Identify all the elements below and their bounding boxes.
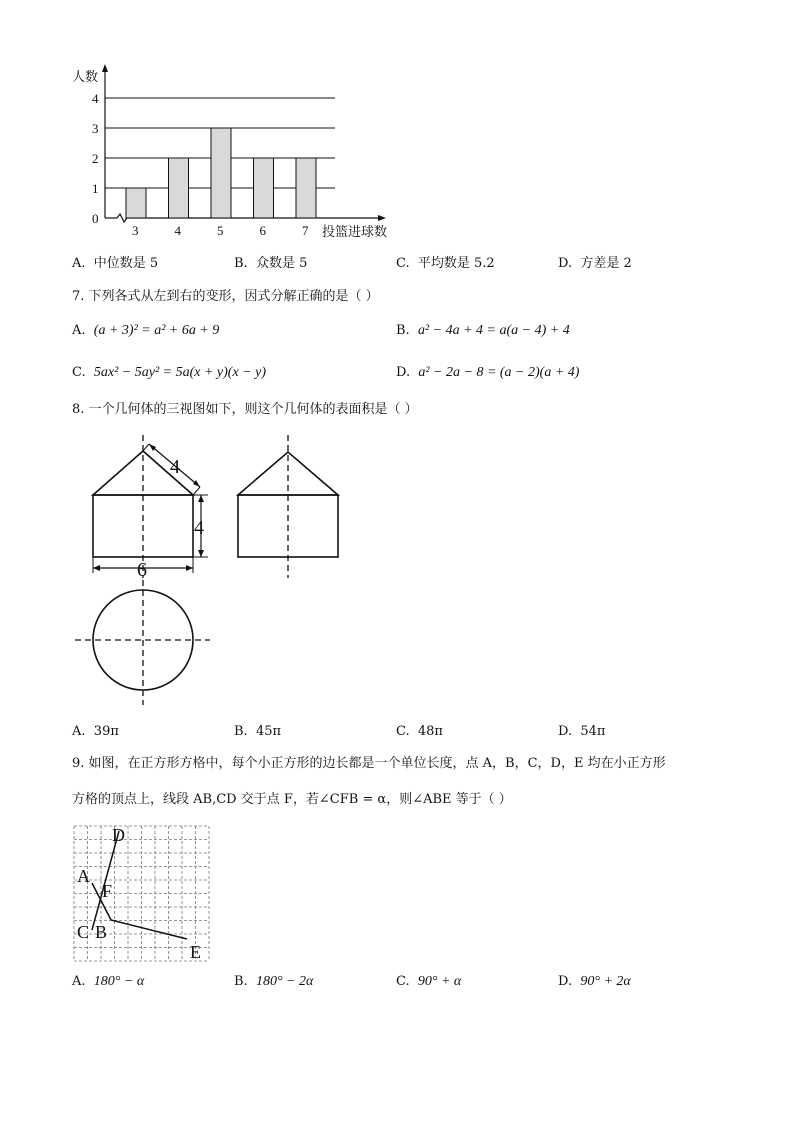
slant-arrow-bottom <box>193 480 200 487</box>
q9-option-d <box>558 975 631 989</box>
q8-option-b-letter: B. <box>234 724 248 739</box>
q7-option-c-text: 5ax² − 5ay² = 5a(x + y)(x − y) <box>93 365 267 380</box>
height-dim-label: 4 <box>194 517 204 539</box>
q9-stem-line1: 9. 如图，在正方形方格中，每个小正方形的边长都是一个单位长度，点 A，B，C，D，E 均在小正方形 <box>72 756 666 771</box>
front-view <box>93 435 208 578</box>
side-view <box>238 435 338 578</box>
q9-option-c-letter: C. <box>396 974 410 989</box>
q6-option-a <box>72 257 158 270</box>
slant-arrow-top <box>149 444 156 451</box>
q7-option-d <box>396 366 579 380</box>
x-axis-arrow <box>378 215 386 221</box>
q6-option-a-text: 中位数是 5 <box>93 256 159 271</box>
height-arrow-top <box>198 495 204 502</box>
q7-option-a-text: (a + 3)² = a² + 6a + 9 <box>93 323 220 338</box>
q8-option-d-text: 54π <box>580 724 606 739</box>
q8-option-c-text: 48π <box>417 724 443 739</box>
point-label-d: D <box>112 825 125 845</box>
q7-option-c-letter: C. <box>72 365 86 380</box>
q9-option-c <box>396 975 461 989</box>
y-tick-label-4: 4 <box>92 91 99 106</box>
width-dim-label: 6 <box>137 559 147 581</box>
x-tick-label-7: 7 <box>302 223 309 238</box>
q9-option-b-text: 180° − 2α <box>255 974 314 989</box>
top-view <box>75 580 210 705</box>
q6-option-b-text: 众数是 5 <box>255 256 308 271</box>
q9-option-d-letter: D. <box>558 974 573 989</box>
q8-option-a-text: 39π <box>93 724 119 739</box>
q8-option-b-text: 45π <box>255 724 282 739</box>
q6-option-d-letter: D. <box>558 256 573 271</box>
height-arrow-bottom <box>198 550 204 557</box>
q8-option-d <box>558 725 605 738</box>
q7-option-c <box>72 366 266 380</box>
q8-option-d-letter: D. <box>558 724 573 739</box>
point-label-f: F <box>102 881 113 901</box>
y-axis-arrow <box>102 64 108 72</box>
x-tick-label-3: 3 <box>132 223 139 238</box>
q8-option-a <box>72 725 119 738</box>
point-label-c: C <box>77 922 90 942</box>
q9-option-d-text: 90° + 2α <box>580 974 631 989</box>
q6-option-b-letter: B. <box>234 256 248 271</box>
three-view-figure <box>60 430 360 710</box>
q9-stem-line2: 方格的顶点上，线段 AB,CD 交于点 F，若∠CFB = α，则∠ABE 等于（ ） <box>72 792 512 807</box>
q9-option-a-text: 180° − α <box>93 974 145 989</box>
point-label-a: A <box>77 866 90 886</box>
q7-option-a <box>72 324 219 338</box>
q7-option-b-letter: B. <box>396 323 410 338</box>
q6-option-d <box>558 257 632 270</box>
x-tick-label-6: 6 <box>259 223 266 238</box>
q8-option-c <box>396 725 443 738</box>
grid-figure <box>70 822 215 967</box>
bar-7 <box>296 158 316 218</box>
x-axis-label: 投篮进球数 <box>322 224 388 239</box>
x-tick-label-4: 4 <box>174 223 181 238</box>
q9-option-a <box>72 975 144 989</box>
q6-option-c-text: 平均数是 5.2 <box>417 256 495 271</box>
point-label-b: B <box>95 922 108 942</box>
bar-6 <box>254 158 274 218</box>
q8-option-b <box>234 725 281 738</box>
q7-option-b-text: a² − 4a + 4 = a(a − 4) + 4 <box>417 323 570 338</box>
q6-option-d-text: 方差是 2 <box>580 256 632 271</box>
q7-option-d-letter: D. <box>396 365 411 380</box>
y-tick-label-3: 3 <box>92 121 99 136</box>
width-arrow-right <box>186 565 193 571</box>
q9-option-c-text: 90° + α <box>417 974 462 989</box>
q8-option-c-letter: C. <box>396 724 410 739</box>
y-tick-label-1: 1 <box>92 181 99 196</box>
point-label-e: E <box>190 942 201 962</box>
bar-5 <box>211 128 231 218</box>
q8-stem: 8. 一个几何体的三视图如下，则这个几何体的表面积是（ ） <box>72 402 418 417</box>
q9-option-a-letter: A. <box>72 974 86 989</box>
slant-dim-tick-top <box>143 444 149 451</box>
y-tick-label-0: 0 <box>92 211 99 226</box>
y-tick-label-2: 2 <box>92 151 99 166</box>
width-arrow-left <box>93 565 100 571</box>
slant-dim-tick-bottom <box>193 487 200 495</box>
y-axis-label: 人数 <box>72 69 99 84</box>
q6-option-b <box>234 257 307 270</box>
bar-4 <box>169 158 189 218</box>
q6-option-a-letter: A. <box>72 256 86 271</box>
q8-option-a-letter: A. <box>72 724 86 739</box>
x-tick-label-5: 5 <box>217 223 224 238</box>
slant-dim-label: 4 <box>170 456 180 478</box>
q7-stem: 7. 下列各式从左到右的变形，因式分解正确的是（ ） <box>72 289 379 304</box>
q7-option-d-text: a² − 2a − 8 = (a − 2)(a + 4) <box>418 365 580 380</box>
bar-chart <box>60 60 420 245</box>
bar-3 <box>126 188 146 218</box>
q7-option-b <box>396 324 570 338</box>
segment-be <box>111 920 187 939</box>
q9-option-b-letter: B. <box>234 974 248 989</box>
q6-option-c-letter: C. <box>396 256 410 271</box>
dimension-arrows <box>93 444 204 571</box>
q7-option-a-letter: A. <box>72 323 86 338</box>
q9-option-b <box>234 975 313 989</box>
q6-option-c <box>396 257 495 270</box>
